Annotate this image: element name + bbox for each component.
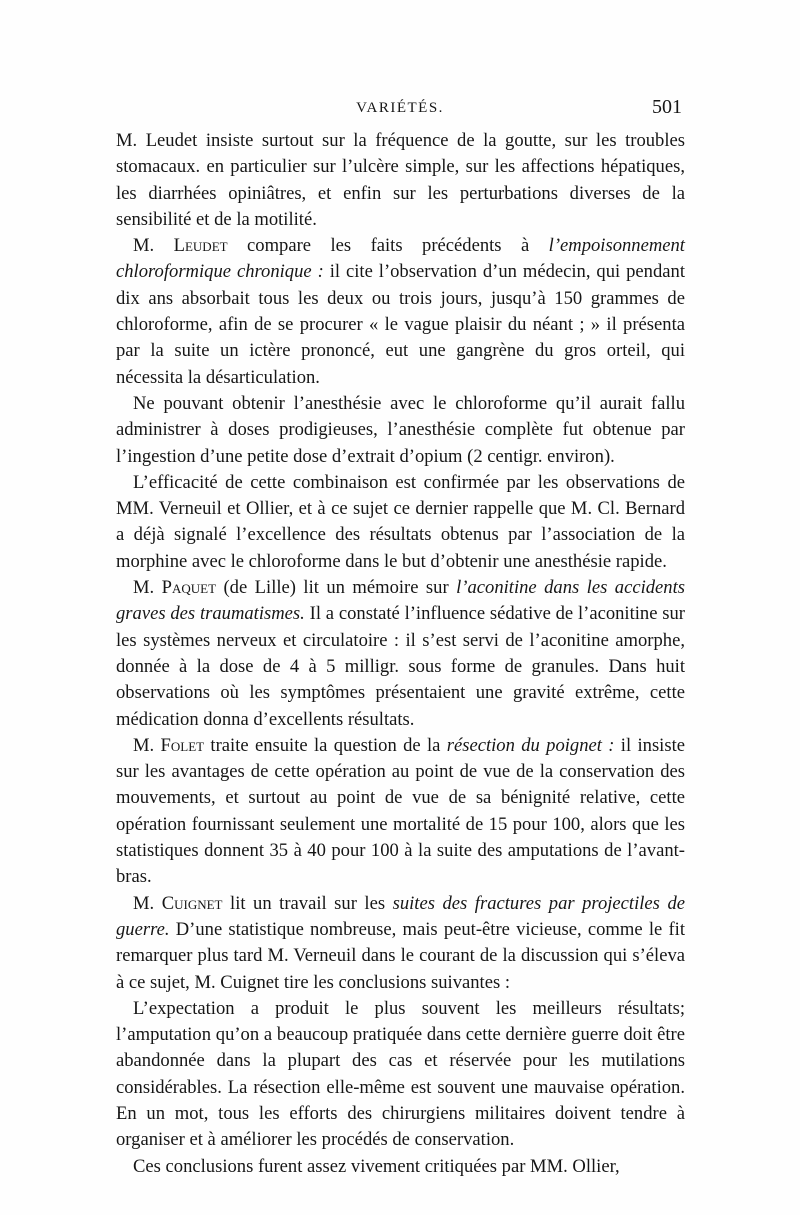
paragraph-leudet-goutte [116,128,685,233]
author-name: Leudet [173,235,228,257]
paragraph-text: compare les faits précédents à [227,235,549,257]
paragraph-folet-resection [116,733,685,891]
paragraph-text: L’efficacité de cette combinaison est confirmée par les observations de MM. Verneuil et Ollier, et à ce sujet ce dernier rappelle que M. Cl. Bernard a déjà signalé l’excellence des résultats obtenus par l’association de la morphine avec le chloroforme dans le but d’obtenir une anesthésie rapide. [116,471,685,572]
paragraph-conclusions [116,1154,685,1180]
text-body [116,128,685,1180]
paragraph-text: il insiste sur les avantages de cette opération au point de vue de la conservation des mouvements, et surtout au point de vue de sa bénignité relative, cette opération fournissant seulement une mortalité de 15 pour 100, alors que les statistiques donnent 35 à 40 pour 100 à la suite des amputations de l’avant-bras. [116,734,685,888]
paragraph-text: il cite l’observation d’un médecin, qui pendant dix ans absorbait tous les deux ou trois jours, jusqu’à 150 grammes de chloroforme, afin de se procurer « le vague plaisir du néant ; » il présenta par la suite un ictère prononcé, eut une gangrène du gros orteil, qui nécessita la désarticulation. [116,261,685,388]
paragraph-text: L’expectation a produit le plus souvent les meilleurs résultats; l’amputation qu’on a beaucoup pratiquée dans cette dernière guerre doit être abandonnée dans la plupart des cas et réservée pour les mutilations considérables. La résection elle-même est souvent une mauvaise opération. En un mot, tous les efforts des chirurgiens militaires doivent tendre à organiser et à améliorer les procédés de conservation. [116,997,685,1151]
paragraph-opium [116,391,685,470]
paragraph-lead: M. [133,734,161,756]
page-number: 501 [652,96,682,118]
author-name: Paquet [161,577,217,599]
paper-title: résection du poignet : [446,734,615,756]
paragraph-text: Ces conclusions furent assez vivement critiquées par MM. Ollier, [133,1155,620,1177]
author-name: Cuignet [161,892,223,914]
running-head [116,96,684,120]
paragraph-text: D’une statistique nombreuse, mais peut-être vicieuse, comme le fit remarquer plus tard M. Verneuil dans le courant de la discussion qui s’éleva à ce sujet, M. Cuignet tire les conclusions suivantes : [116,918,685,993]
paragraph-expectation [116,996,685,1154]
author-name: Folet [160,734,205,756]
paragraph-text: lit un travail sur les [222,892,393,914]
paragraph-lead: M. [133,892,162,914]
paragraph-leudet-chloroforme [116,233,685,391]
paragraph-text: (de Lille) lit un mémoire sur [216,577,457,599]
paragraph-paquet-aconitine [116,575,685,733]
paper-title: l’empoisonnement chloroformique chronique : [116,235,685,283]
paragraph-text: Il a constaté l’influence sédative de l’aconitine sur les systèmes nerveux et circulatoire : il s’est servi de l’aconitine amorphe, donnée à la dose de 4 à 5 milligr. sous forme de granules. Dans huit observations où les symptômes présentaient une gravité extrême, cette médication donna d’excellents résultats. [116,603,686,730]
paragraph-text: traite ensuite la question de la [204,734,447,756]
paragraph-text: M. Leudet insiste surtout sur la fréquence de la goutte, sur les troubles stomacaux. en particulier sur l’ulcère simple, sur les affections hépatiques, les diarrhées opiniâtres, et enfin sur les perturbations diverses de la sensibilité et de la motilité. [116,130,685,230]
running-title: VARIÉTÉS. [356,100,444,116]
paragraph-cuignet-fractures [116,891,685,996]
paragraph-morphine [116,470,685,575]
paragraph-text: Ne pouvant obtenir l’anesthésie avec le chloroforme qu’il aurait fallu administrer à doses prodigieuses, l’anesthésie complète fut obtenue par l’ingestion d’une petite dose d’extrait d’opium (2 centigr. environ). [116,392,685,467]
paragraph-lead: M. [133,235,174,257]
paper-title: suites des fractures par projectiles de guerre. [116,892,685,940]
paragraph-lead: M. [133,577,162,599]
paper-title: l’aconitine dans les accidents graves des traumatismes. [116,577,685,625]
